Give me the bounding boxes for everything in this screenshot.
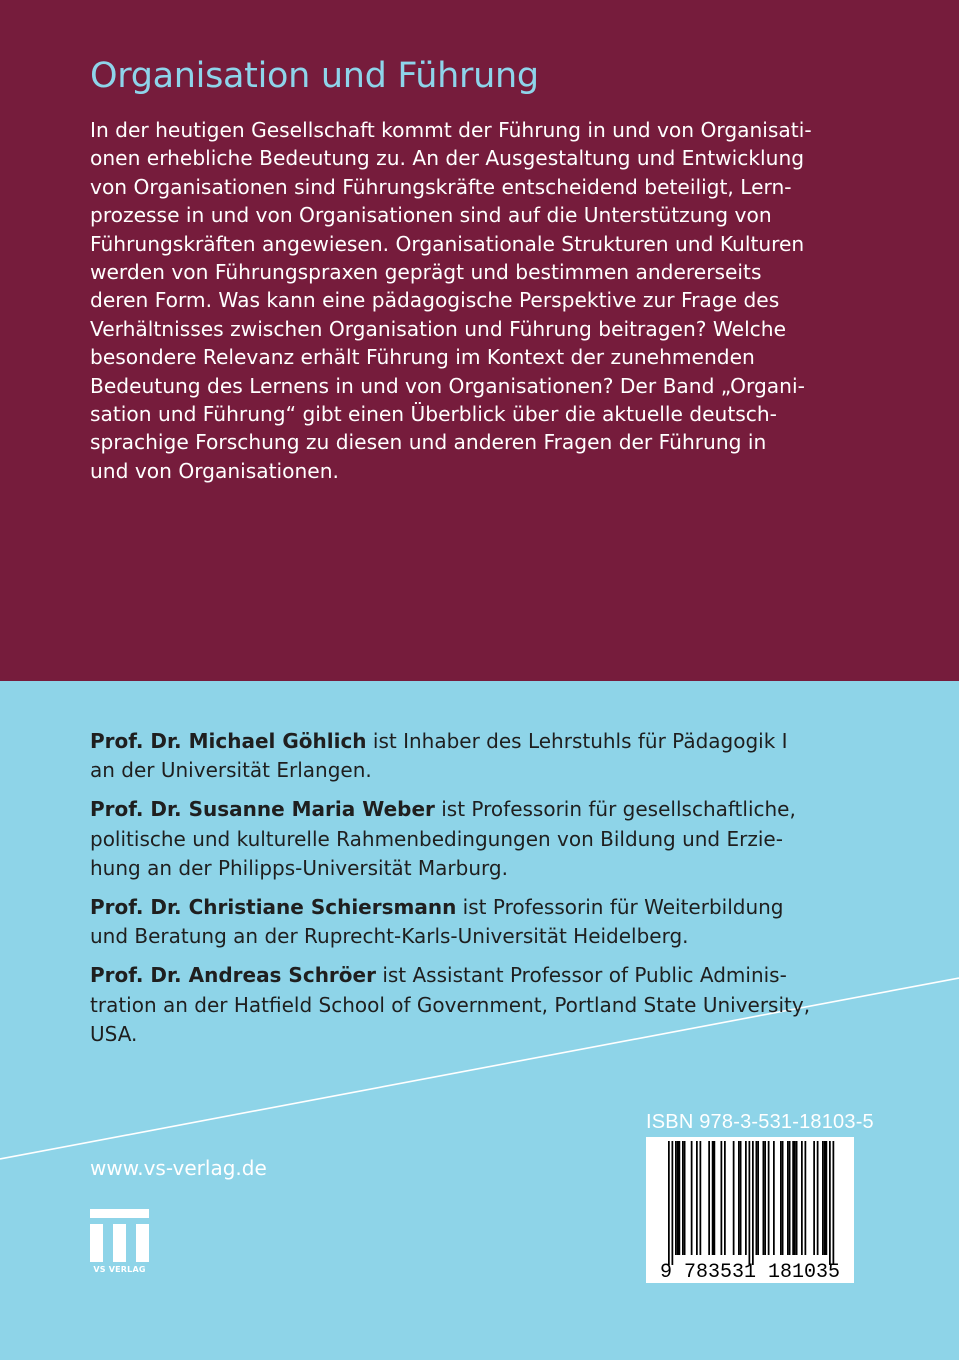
- barcode-bar: [712, 1141, 714, 1255]
- barcode-graphic: [646, 1137, 854, 1283]
- blurb-line: prozesse in und von Organisationen sind auf die Unterstützung von: [90, 203, 772, 228]
- barcode-bar: [801, 1141, 803, 1255]
- barcode-bar: [787, 1141, 789, 1255]
- barcode-bar: [792, 1141, 794, 1255]
- barcode-bar: [822, 1141, 824, 1255]
- barcode-bar: [675, 1141, 677, 1255]
- barcode-bar: [782, 1141, 784, 1255]
- barcode-bar: [794, 1141, 796, 1255]
- barcode-bar: [740, 1141, 742, 1255]
- barcode-bar: [833, 1141, 835, 1265]
- bio-text: ist Inhaber des Lehrstuhls für Pädagogik I: [366, 729, 788, 753]
- author-name: Prof. Dr. Andreas Schröer: [90, 963, 376, 988]
- vs-verlag-logo: [90, 1209, 149, 1279]
- isbn-label: ISBN 978-3-531-18103-5: [646, 1111, 874, 1133]
- isbn-barcode: [646, 1137, 854, 1283]
- barcode-bar: [824, 1141, 826, 1255]
- barcode-bar: [682, 1141, 684, 1255]
- bio-line: [90, 893, 880, 922]
- barcode-bar: [672, 1141, 674, 1265]
- barcode-bar: [721, 1141, 723, 1255]
- barcode-bar: [677, 1141, 679, 1255]
- blurb-line: besondere Relevanz erhält Führung im Kontext der zunehmenden: [90, 345, 755, 370]
- author-bio: [90, 795, 880, 883]
- blurb-line: sation und Führung“ gibt einen Überblick über die aktuelle deutsch-: [90, 402, 777, 427]
- barcode-bar: [745, 1141, 747, 1255]
- publisher-url[interactable]: www.vs-verlag.de: [90, 1156, 267, 1180]
- bio-text: ist Professorin für gesellschaftliche,: [434, 797, 796, 822]
- barcode-bar: [700, 1141, 702, 1255]
- bio-line: politische und kulturelle Rahmenbedingungen von Bildung und Erzie-: [90, 826, 783, 851]
- barcode-digits: 9 783531 181035: [659, 1261, 841, 1283]
- bio-line: [90, 961, 880, 990]
- barcode-bar: [796, 1141, 798, 1255]
- author-name: Prof. Dr. Susanne Maria Weber: [90, 797, 435, 822]
- barcode-bar: [724, 1141, 726, 1255]
- blurb-line: Bedeutung des Lernens in und von Organisationen? Der Band „Organi-: [90, 373, 805, 398]
- bio-line: [90, 795, 880, 824]
- barcode-bar: [813, 1141, 815, 1255]
- barcode-bar: [756, 1141, 758, 1255]
- barcode-bar: [733, 1141, 735, 1255]
- author-bio: [90, 893, 880, 951]
- barcode-bar: [817, 1141, 819, 1255]
- blurb-line: sprachige Forschung zu diesen und anderen Fragen der Führung in: [90, 430, 767, 455]
- barcode-bar: [696, 1141, 698, 1255]
- blurb-line: von Organisationen sind Führungskräfte entscheidend beteiligt, Lern-: [90, 174, 792, 199]
- barcode-bar: [773, 1141, 775, 1255]
- barcode-bar: [684, 1141, 686, 1255]
- barcode-bar: [768, 1141, 770, 1255]
- barcode-bar: [829, 1141, 831, 1265]
- bio-line: und Beratung an der Ruprecht-Karls-Universität Heidelberg.: [90, 924, 689, 949]
- bio-line: tration an der Hatfield School of Government, Portland State University,: [90, 992, 811, 1017]
- barcode-bar: [757, 1141, 759, 1255]
- bio-line: hung an der Philipps-Universität Marburg.: [90, 855, 508, 880]
- barcode-bar: [679, 1141, 681, 1255]
- bio-text: ist Professorin für Weiterbildung: [456, 895, 784, 920]
- book-title: Organisation und Führung: [90, 56, 539, 96]
- author-name: Prof. Dr. Michael Göhlich: [90, 729, 367, 753]
- author-name: Prof. Dr. Christiane Schiersmann: [90, 895, 457, 920]
- bio-line: [90, 727, 880, 756]
- bio-line: an der Universität Erlangen.: [90, 758, 372, 783]
- blurb-line: Führungskräften angewiesen. Organisationale Strukturen und Kulturen: [90, 231, 805, 256]
- blurb-line: werden von Führungspraxen geprägt und bestimmen andererseits: [90, 260, 762, 285]
- blurb-line: und von Organisationen.: [90, 458, 339, 483]
- barcode-bar: [764, 1141, 766, 1255]
- barcode-bar: [763, 1141, 765, 1255]
- barcode-bar: [805, 1141, 807, 1255]
- blurb-line: In der heutigen Gesellschaft kommt der Führung in und von Organisati-: [90, 118, 812, 142]
- barcode-bar: [668, 1141, 670, 1265]
- blurb-line: deren Form. Was kann eine pädagogische Perspektive zur Frage des: [90, 288, 780, 313]
- blurb-line: Verhältnisses zwischen Organisation und Führung beitragen? Welche: [90, 316, 786, 341]
- barcode-bar: [691, 1141, 693, 1255]
- barcode-bar: [780, 1141, 782, 1255]
- blurb-text: [90, 116, 860, 485]
- barcode-bar: [738, 1141, 740, 1255]
- bio-text: ist Assistant Professor of Public Adminis-: [375, 963, 787, 988]
- barcode-bar: [714, 1141, 716, 1255]
- blurb-line: onen erhebliche Bedeutung zu. An der Ausgestaltung und Entwicklung: [90, 146, 805, 171]
- barcode-bar: [789, 1141, 791, 1255]
- author-bio: [90, 727, 880, 785]
- bio-line: USA.: [90, 1021, 138, 1046]
- barcode-bar: [826, 1141, 828, 1255]
- author-bio: [90, 961, 880, 1049]
- barcode-bar: [749, 1141, 751, 1265]
- author-bios: [90, 727, 880, 1059]
- barcode-bar: [752, 1141, 754, 1265]
- logo-text: VS VERLAG: [93, 1265, 146, 1274]
- barcode-bar: [708, 1141, 710, 1255]
